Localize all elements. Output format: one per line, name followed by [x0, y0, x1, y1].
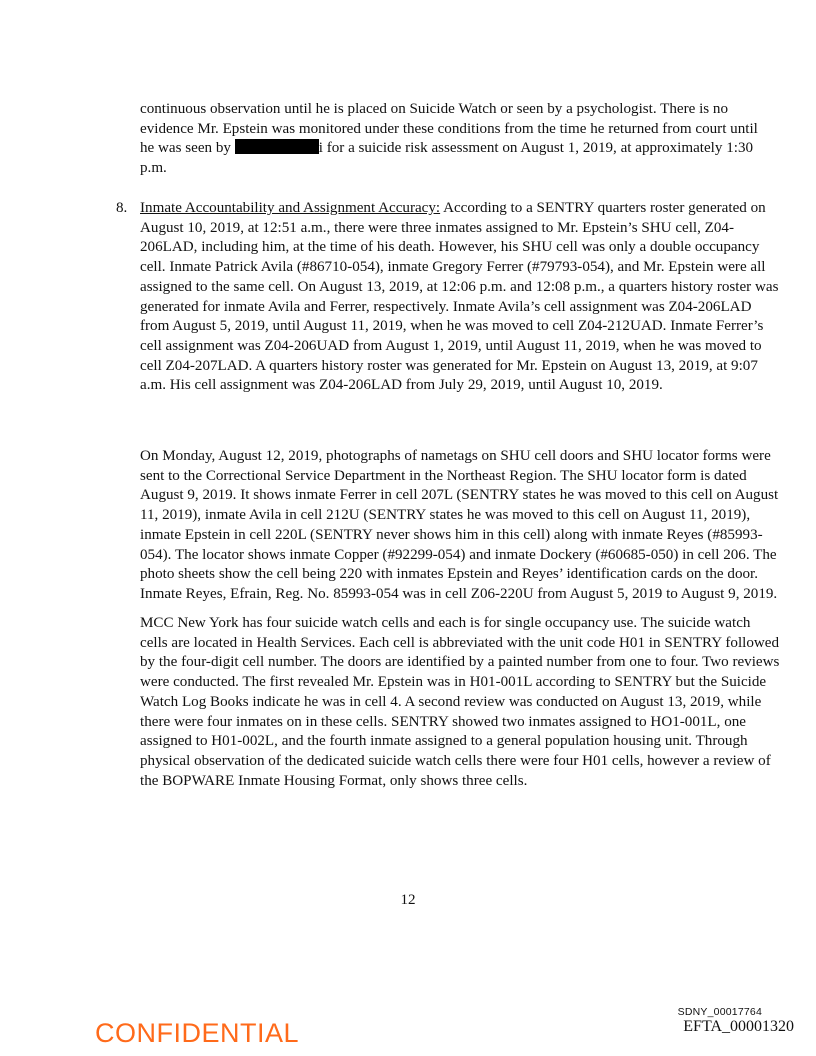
paragraph-text-before-redaction: continuous observation until he is placed on Suicide Watch or seen by a psychologist. There is no evidence Mr. Epstein was monitored under these conditions from the time he returned from court until he was seen by	[140, 101, 758, 157]
paragraph-locator-forms: On Monday, August 12, 2019, photographs of nametags on SHU cell doors and SHU locator forms were sent to the Correctional Service Department in the Northeast Region. The SHU locator form is dated August 9, 2019. It shows inmate Ferrer in cell 207L (SENTRY states he was moved to this cell on August 11, 2019), inmate Avila in cell 212U (SENTRY states he was moved to this cell on August 11, 2019), inmate Epstein in cell 220L (SENTRY never shows him in this cell) along with inmate Reyes (#85993-054). The locator shows inmate Copper (#92299-054) and inmate Dockery (#60685-050) in cell 206. The photo sheets show the cell being 220 with inmates Epstein and Reyes’ identification cards on the door. Inmate Reyes, Efrain, Reg. No. 85993-054 was in cell Z06-220U from August 5, 2019 to August 9, 2019.	[140, 448, 779, 602]
section-body: According to a SENTRY quarters roster generated on August 10, 2019, at 12:51 a.m., there were three inmates assigned to Mr. Epstein’s SHU cell, Z04-206LAD, including him, at the time of his death. However, his SHU cell was only a double occupancy cell. Inmate Patrick Avila (#86710-054), inmate Gregory Ferrer (#79793-054), and Mr. Epstein were all assigned to the same cell. On August 13, 2019, at 12:06 p.m. and 12:08 p.m., a quarters history roster was generated for inmate Avila and Ferrer, respectively. Inmate Avila’s cell assignment was Z04-206LAD from August 5, 2019, until August 11, 2019, when he was moved to cell Z04-212UAD. Inmate Ferrer’s cell assignment was Z04-206UAD from August 1, 2019, until August 11, 2019, when he was moved to cell Z04-207LAD. A quarters history roster was generated for Mr. Epstein on August 13, 2019, at 9:07 a.m. His cell assignment was Z04-206LAD from July 29, 2019, until August 10, 2019.	[140, 200, 779, 394]
section-8	[116, 199, 780, 396]
confidential-label: CONFIDENTIAL	[95, 1018, 300, 1048]
bates-number-sdny: SDNY_00017764	[677, 1006, 762, 1018]
paragraph-text-after-redaction: i for a suicide risk assessment on August 1, 2019, at approximately 1:30 p.m.	[140, 140, 754, 177]
section-heading: Inmate Accountability and Assignment Accuracy:	[140, 200, 441, 216]
redaction-block	[235, 139, 319, 154]
bates-number-efta: EFTA_00001320	[683, 1018, 794, 1035]
page-number: 12	[400, 892, 416, 908]
paragraph-suicide-watch-cells: MCC New York has four suicide watch cells and each is for single occupancy use. The suicide watch cells are located in Health Services. Each cell is abbreviated with the unit code H01 in SENTRY followed by the four-digit cell number. The doors are identified by a painted number from one to four. Two reviews were conducted. The first revealed Mr. Epstein was in H01-001L according to SENTRY but the Suicide Watch Log Books indicate he was in cell 4. A second review was conducted on August 13, 2019, while there were four inmates on in these cells. SENTRY showed two inmates assigned to HO1-001L, one assigned to H01-002L, and the fourth inmate assigned to a general population housing unit. Through physical observation of the dedicated suicide watch cells there were four H01 cells, however a review of the BOPWARE Inmate Housing Format, only shows three cells.	[140, 615, 780, 789]
section-number: 8.	[116, 200, 128, 216]
paragraph-continuation	[140, 100, 772, 179]
